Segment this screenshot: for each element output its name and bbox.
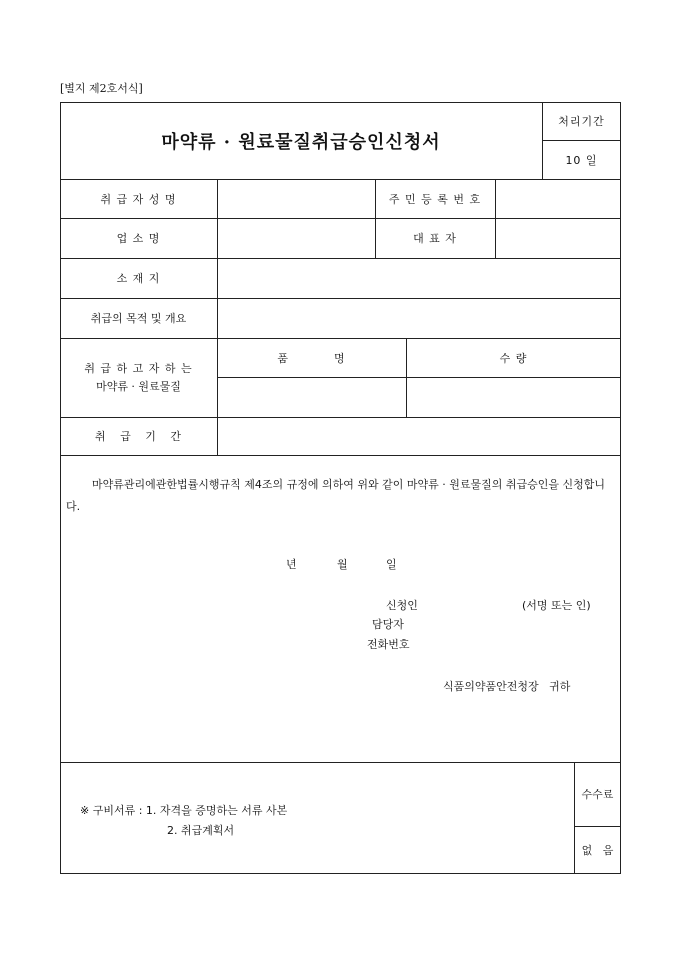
required-documents-item2: 2. 취급계획서 (167, 824, 235, 837)
applicant-label: 신청인 (386, 599, 418, 612)
application-statement: 마약류관리에관한법률시행규칙 제4조의 규정에 의하여 위와 같이 마약류 · 원료물질의 취급승인을 신청합니다. (66, 478, 606, 513)
fee-label: 수수료 (581, 788, 614, 801)
quantity-header: 수 량 (499, 351, 528, 365)
business-name-field[interactable] (217, 218, 375, 258)
substance-label-line2: 마약류 · 원료물질 (96, 379, 181, 393)
form-reference: [별지 제2호서식] (60, 82, 143, 95)
required-documents: ※ 구비서류 : 1. 자격을 증명하는 서류 사본 (80, 804, 288, 817)
handler-name-field[interactable] (217, 179, 375, 218)
substance-label (60, 338, 217, 417)
date-day: 일 (386, 558, 397, 571)
period-label: 취 급 기 간 (95, 430, 182, 443)
location-label: 소 재 지 (116, 272, 161, 285)
purpose-label: 취급의 목적 및 개요 (90, 312, 187, 325)
period-field[interactable] (217, 417, 621, 455)
signature-note: (서명 또는 인) (522, 599, 591, 612)
processing-period-label: 처리기간 (558, 115, 605, 128)
substance-label-line1: 취 급 하 고 자 하 는 (84, 361, 193, 375)
item-name-header: 품 명 (277, 351, 346, 365)
item-name-field[interactable] (217, 377, 406, 417)
processing-period-value: 10 일 (565, 153, 598, 167)
manager-label: 담당자 (372, 618, 404, 631)
date-month: 월 (337, 558, 348, 571)
purpose-field[interactable] (217, 298, 621, 338)
fee-value: 없 음 (581, 844, 614, 857)
representative-label: 대 표 자 (413, 232, 457, 245)
business-name-label: 업 소 명 (116, 232, 161, 245)
form-title: 마약류 · 원료물질취급승인신청서 (161, 131, 441, 153)
handler-name-label: 취 급 자 성 명 (100, 192, 177, 206)
representative-field[interactable] (495, 218, 621, 258)
phone-label: 전화번호 (367, 638, 410, 651)
quantity-field[interactable] (406, 377, 621, 417)
location-field[interactable] (217, 258, 621, 298)
resident-number-label: 주 민 등 록 번 호 (388, 192, 482, 206)
resident-number-field[interactable] (495, 179, 621, 218)
addressee: 식품의약품안전청장 귀하 (443, 680, 571, 693)
date-year: 년 (286, 558, 297, 571)
